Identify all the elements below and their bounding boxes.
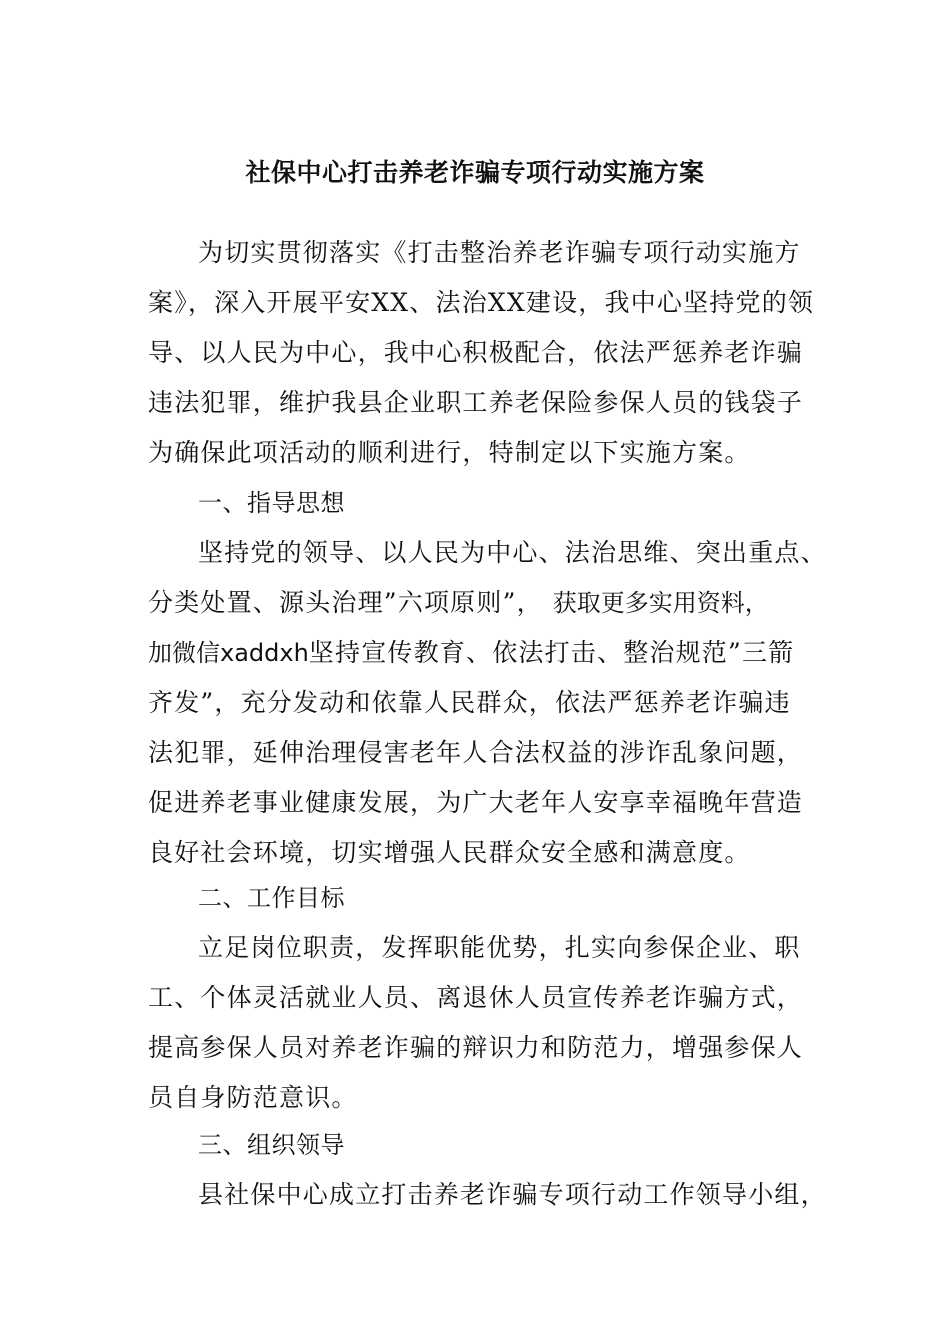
section1-line-2 bbox=[148, 578, 848, 628]
section1-line-3 bbox=[148, 628, 848, 678]
intro-line-5: 为确保此项活动的顺利进行，特制定以下实施方案。 bbox=[148, 438, 751, 467]
section-heading-organization: 三、组织领导 bbox=[198, 1131, 345, 1159]
section3-line-1: 县社保中心成立打击养老诈骗专项行动工作领导小组， bbox=[198, 1180, 827, 1209]
section1-line-3-text: 坚持宣传教育、依法打击、整治规范”三箭 bbox=[308, 638, 795, 667]
section2-line-2: 工、个体灵活就业人员、离退休人员宣传养老诈骗方式， bbox=[148, 983, 804, 1012]
section1-line-6: 促进养老事业健康发展，为广大老年人安享幸福晚年营造 bbox=[148, 788, 804, 817]
document-title: 社保中心打击养老诈骗专项行动实施方案 bbox=[245, 158, 705, 187]
intro-line-4: 违法犯罪，维护我县企业职工养老保险参保人员的钱袋子 bbox=[148, 388, 804, 417]
intro-line-2: 案》，深入开展平安XX、法治XX建设，我中心坚持党的领 bbox=[148, 288, 815, 317]
section2-line-3: 提高参保人员对养老诈骗的辩识力和防范力，增强参保人 bbox=[148, 1033, 804, 1062]
section1-line-2-text: 分类处置、源头治理”六项原则”， bbox=[148, 588, 543, 617]
promo-text-2: 加微信xaddxh bbox=[148, 639, 309, 667]
section1-line-5: 法犯罪，延伸治理侵害老年人合法权益的涉诈乱象问题， bbox=[148, 738, 804, 767]
promo-text-1: 获取更多实用资料， bbox=[552, 589, 769, 617]
section1-line-7: 良好社会环境，切实增强人民群众安全感和满意度。 bbox=[148, 838, 751, 867]
section-heading-guiding-thought: 一、指导思想 bbox=[198, 489, 345, 517]
section2-line-4: 员自身防范意识。 bbox=[148, 1083, 358, 1112]
section1-line-1: 坚持党的领导、以人民为中心、法治思维、突出重点、 bbox=[198, 538, 827, 567]
section-heading-work-goals: 二、工作目标 bbox=[198, 884, 345, 912]
section2-line-1: 立足岗位职责，发挥职能优势，扎实向参保企业、职 bbox=[198, 933, 801, 962]
intro-line-3: 导、以人民为中心，我中心积极配合，依法严惩养老诈骗 bbox=[148, 338, 804, 367]
section1-line-4: 齐发”，充分发动和依靠人民群众，依法严惩养老诈骗违 bbox=[148, 688, 791, 717]
intro-line-1: 为切实贯彻落实《打击整治养老诈骗专项行动实施方 bbox=[198, 238, 801, 267]
